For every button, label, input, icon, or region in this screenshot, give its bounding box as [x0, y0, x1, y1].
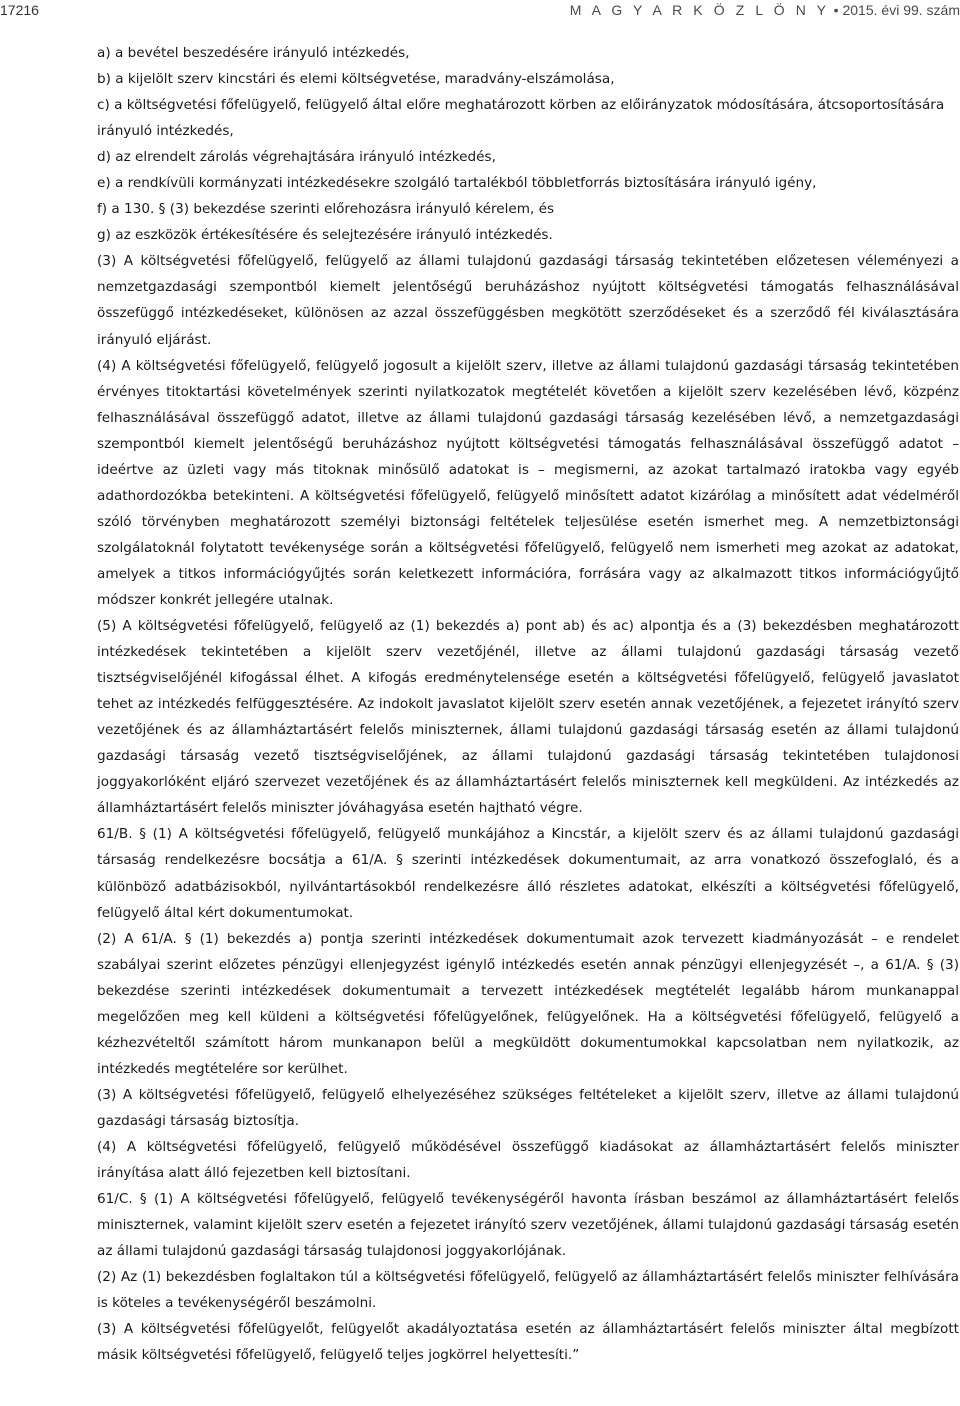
- paragraph-61c-2: (2) Az (1) bekezdésben foglaltakon túl a költségvetési főfelügyelő, felügyelő az államháztartásért felelős miniszter felhívására is köteles a tevékenységéről beszámolni.: [97, 1269, 959, 1312]
- paragraph-61c-1: 61/C. § (1) A költségvetési főfelügyelő, felügyelő tevékenységéről havonta írásban beszámol az államháztartásért felelős miniszternek, valamint kijelölt szerv esetén a fejezetet irányító szerv vezetőjének, állami tulajdonú gazdasági társaság esetén az állami tulajdonú gazdasági társaság tulajdonosi joggyakorlójának.: [97, 1191, 959, 1260]
- list-item-f: f) a 130. § (3) bekezdése szerinti előrehozásra irányuló kérelem, és: [97, 201, 555, 218]
- list-item-d: d) az elrendelt zárolás végrehajtására irányuló intézkedés,: [97, 149, 496, 166]
- paragraph-61a-5: (5) A költségvetési főfelügyelő, felügyelő az (1) bekezdés a) pont ab) és ac) alpontja és a (3) bekezdésben meghatározott intézkedések tekintetében a kijelölt szerv vezetőjénél, illetve az állami tulajdonú gazdasági társaság vezető tisztségviselőjénél kifogással élhet. A kifogás eredménytelensége esetén a költségvetési főfelügyelő, felügyelő javaslatot tehet az intézkedés felfüggesztésére. Az indokolt javaslatot kijelölt szerv esetén annak vezetőjének, a fejezetet irányító szerv vezetőjének és az államháztartásért felelős miniszternek, állami tulajdonú gazdasági társaság esetén az állami tulajdonú gazdasági társaság vezető tisztségviselőjének, az állami tulajdonú gazdasági társaság tekintetében tulajdonosi joggyakorlóként eljáró szervezet vezetőjének és az államháztartásért felelős miniszternek kell megküldeni. Az intézkedés az államháztartásért felelős miniszter jóváhagyása esetén hajtható végre.: [97, 618, 959, 817]
- list-item-e: e) a rendkívüli kormányzati intézkedésekre szolgáló tartalékból többletforrás biztosítására irányuló igény,: [97, 175, 817, 192]
- list-item-a: a) a bevétel beszedésére irányuló intézkedés,: [97, 45, 410, 61]
- list-item-c: c) a költségvetési főfelügyelő, felügyelő által előre meghatározott körben az előirányzatok módosítására, átcsoportosítására irányuló intézkedés,: [97, 97, 945, 140]
- document-body: [97, 40, 959, 1368]
- page-header: [0, 0, 960, 24]
- page-number: 17216: [0, 2, 39, 18]
- issue-label: 2015. évi 99. szám: [842, 2, 960, 18]
- separator-dot: •: [833, 2, 839, 18]
- list-item-b: b) a kijelölt szerv kincstári és elemi költségvetése, maradvány-elszámolása,: [97, 71, 615, 88]
- paragraph-61b-4: (4) A költségvetési főfelügyelő, felügyelő működésével összefüggő kiadásokat az államháztartásért felelős miniszter irányítása alatt álló fejezetben kell biztosítani.: [97, 1138, 959, 1182]
- paragraph-61a-3: (3) A költségvetési főfelügyelő, felügyelő az állami tulajdonú gazdasági társaság tekintetében előzetesen véleményezi a nemzetgazdasági szempontból kiemelt jelentőségű beruházáshoz nyújtott költségvetési támogatás felhasználásával összefüggő intézkedéseket, különösen az azzal összefüggésben megkötött szerződéseket és a szerződő fél kiválasztására irányuló eljárást.: [97, 253, 959, 348]
- journal-name: M A G Y A R K Ö Z L Ö N Y: [569, 2, 830, 18]
- paragraph-61b-2: (2) A 61/A. § (1) bekezdés a) pontja szerinti intézkedések dokumentumait azok tervezett kiadmányozását – e rendelet szabályai szerint előzetes pénzügyi ellenjegyzést igénylő intézkedés esetén annak pénzügyi ellenjegyzését –, a 61/A. § (3) bekezdése szerinti intézkedések dokumentumait a tervezett intézkedések megtételét legalább három munkanappal megelőzően meg kell küldeni a költségvetési főfelügyelőnek, felügyelőnek. Ha a költségvetési főfelügyelő, felügyelő a kézhezvételtől számított három munkanapon belül a megküldött dokumentumokkal kapcsolatban nem nyilatkozik, az intézkedés megtételére sor kerülhet.: [97, 930, 959, 1077]
- list-item-g: g) az eszközök értékesítésére és selejtezésére irányuló intézkedés.: [97, 227, 553, 244]
- enumerated-list: [97, 40, 959, 248]
- paragraphs: [97, 248, 959, 1368]
- paragraph-61b-3: (3) A költségvetési főfelügyelő, felügyelő elhelyezéséhez szükséges feltételeket a kijelölt szerv, illetve az állami tulajdonú gazdasági társaság biztosítja.: [97, 1086, 959, 1129]
- paragraph-61a-4: (4) A költségvetési főfelügyelő, felügyelő jogosult a kijelölt szerv, illetve az állami tulajdonú gazdasági társaság tekintetében érvényes titoktartási követelmények szerinti nyilatkozatok megtételét követően a kijelölt szerv kezelésében lévő, közpénz felhasználásával összefüggő adatot, illetve az állami tulajdonú gazdasági társaság kezelésében lévő, a nemzetgazdasági szempontból kiemelt jelentőségű beruházáshoz nyújtott költségvetési támogatás felhasználásával összefüggő adatot – ideértve az üzleti vagy más titoknak minősülő adatokat is – megismerni, az azokat tartalmazó iratokba vagy egyéb adathordozókba betekinteni. A költségvetési főfelügyelő, felügyelő minősített adatot kizárólag a minősített adat védelméről szóló törvényben meghatározott személyi biztonsági feltételek teljesülése esetén ismerhet meg. A nemzetbiztonsági szolgálatoknál folytatott tevékenysége során a költségvetési főfelügyelő, felügyelő nem ismerheti meg azokat az adatokat, amelyek a titkos információgyűjtés során keletkezett információra, forrására vagy az alkalmazott titkos információgyűjtő módszer konkrét jellegére utalnak.: [97, 357, 959, 608]
- paragraph-61b-1: 61/B. § (1) A költségvetési főfelügyelő, felügyelő munkájához a Kincstár, a kijelölt szerv és az állami tulajdonú gazdasági társaság rendelkezésre bocsátja a 61/A. § szerinti intézkedések dokumentumait, az arra vonatkozó összefoglaló, és a különböző adatbázisokból, nyilvántartásokból rendelkezésre álló részletes adatokat, elkészíti a költségvetési főfelügyelő, felügyelő által kért dokumentumokat.: [97, 826, 959, 921]
- journal-title: [570, 2, 960, 18]
- paragraph-61c-3: (3) A költségvetési főfelügyelőt, felügyelőt akadályoztatása esetén az államháztartásért felelős miniszter által megbízott másik költségvetési főfelügyelő, felügyelő teljes jogkörrel helyettesíti.”: [97, 1321, 959, 1364]
